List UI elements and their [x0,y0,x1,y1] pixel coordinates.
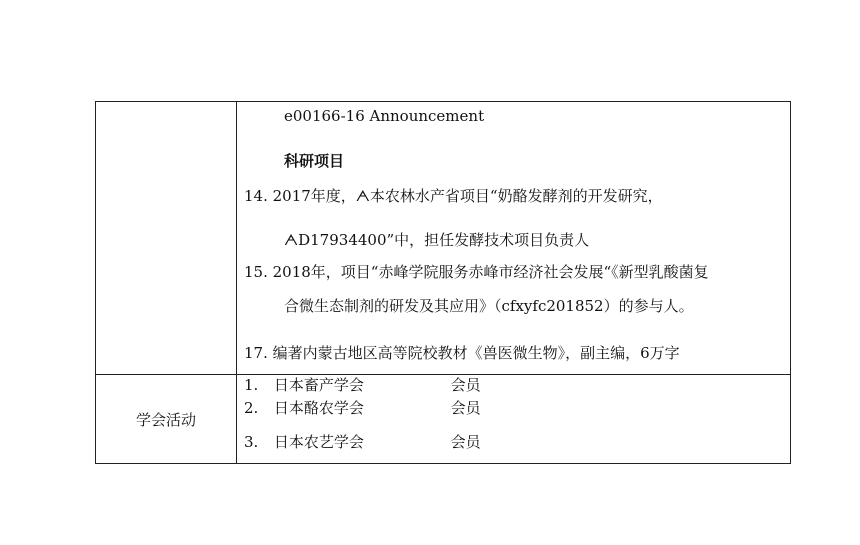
item-14-line-1: 14. 2017年度，ᗅ本农林水产省项目“奶酪发酵剂的开发研究， [244,187,663,205]
membership-number: 3. [244,433,259,451]
membership-role: 会员 [450,399,481,417]
item-15-line-1: 15. 2018年，项目“赤峰学院服务赤峰市经济社会发展“《新型乳酸菌复 [244,263,709,281]
membership-society: 日本畜产学会 [273,376,364,394]
research-projects-heading: 科研项目 [284,152,345,170]
resume-table [95,101,791,464]
membership-number: 2. [244,399,259,417]
society-activities-label: 学会活动 [135,411,196,429]
membership-society: 日本酪农学会 [273,399,364,417]
item-15-line-2: 合微生态制剂的研发及其应用》（cfxyfc201852）的参与人。 [284,297,694,315]
announcement-line: e00166-16 Announcement [284,107,485,125]
membership-role: 会员 [450,433,481,451]
membership-1 [244,376,481,394]
item-14-line-2: ᗅD17934400”中，担任发酵技术项目负责人 [284,231,590,249]
membership-role: 会员 [450,376,481,394]
column-divider [236,102,237,463]
membership-3 [244,433,481,451]
item-17: 17. 编著内蒙古地区高等院校教材《兽医微生物》，副主编，6万字 [244,344,680,362]
membership-society: 日本农艺学会 [273,433,364,451]
membership-2 [244,399,481,417]
membership-number: 1. [244,376,259,394]
